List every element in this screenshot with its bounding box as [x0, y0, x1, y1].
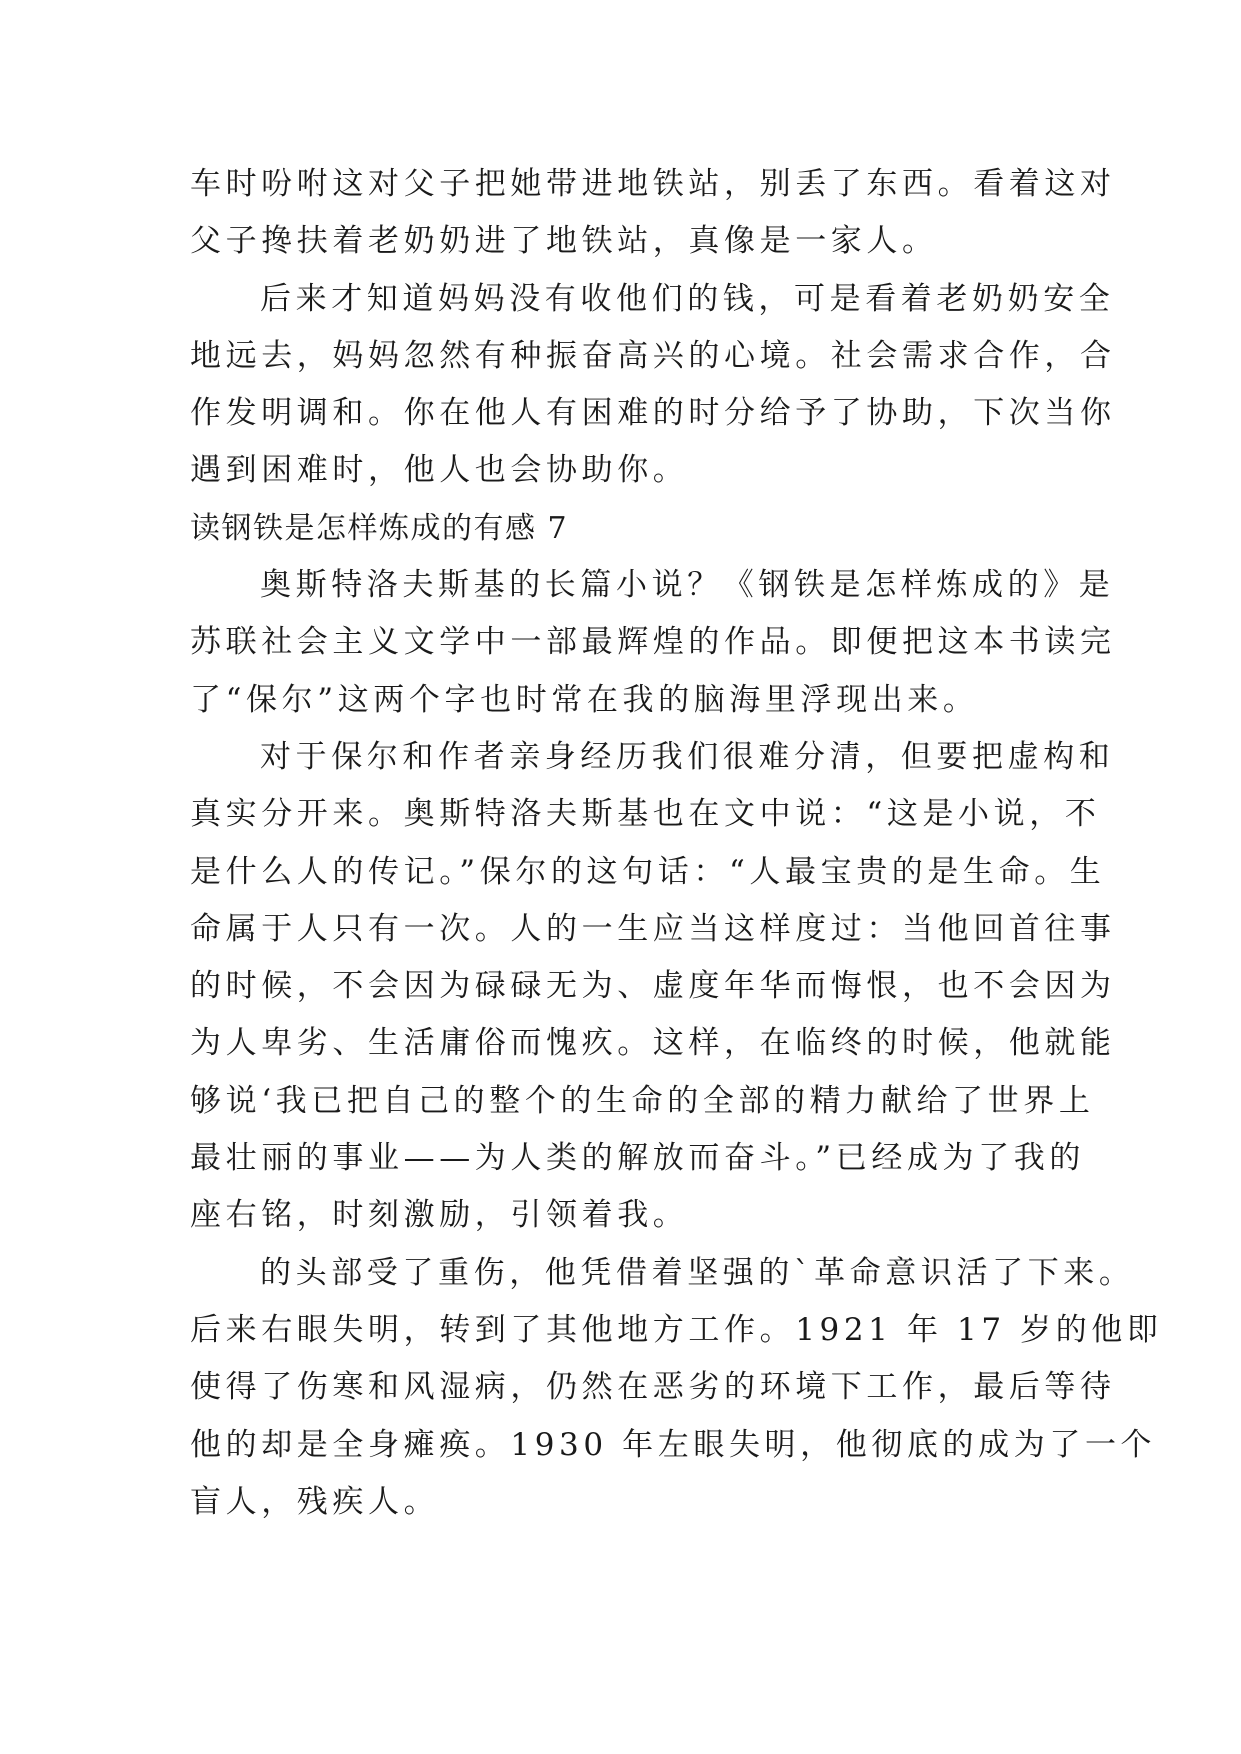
text-line: 地远去，妈妈忽然有种振奋高兴的心境。社会需求合作，合	[190, 337, 1116, 374]
text-line: 是什么人的传记。”保尔的这句话：“人最宝贵的是生命。生	[190, 853, 1106, 890]
text-line: 盲人，残疾人。	[190, 1483, 440, 1520]
text-line: 车时吩咐这对父子把她带进地铁站，别丢了东西。看着这对	[190, 166, 1116, 202]
text-line: 真实分开来。奥斯特洛夫斯基也在文中说：“这是小说，不	[190, 796, 1101, 833]
document-body	[190, 156, 1163, 1531]
text-line: 座右铭，时刻激励，引领着我。	[190, 1197, 689, 1234]
text-line: 为人卑劣、生活庸俗而愧疚。这样，在临终的时候，他就能	[190, 1025, 1116, 1062]
text-line: 的头部受了重伤，他凭借着坚强的`革命意识活了下来。	[260, 1254, 1135, 1291]
section-heading: 读钢铁是怎样炼成的有感 7	[190, 510, 569, 546]
text-line: 父子搀扶着老奶奶进了地铁站，真像是一家人。	[190, 223, 938, 260]
text-line: 对于保尔和作者亲身经历我们很难分清，但要把虚构和	[260, 738, 1115, 775]
text-line: 后来右眼失明，转到了其他地方工作。1921 年 17 岁的他即	[190, 1311, 1163, 1348]
text-line: 的时候，不会因为碌碌无为、虚度年华而悔恨，也不会因为	[190, 968, 1116, 1005]
text-line: 苏联社会主义文学中一部最辉煌的作品。即便把这本书读完	[190, 624, 1116, 661]
text-line: 后来才知道妈妈没有收他们的钱，可是看着老奶奶安全	[260, 280, 1115, 317]
text-line: 奥斯特洛夫斯基的长篇小说？《钢铁是怎样炼成的》是	[260, 567, 1115, 604]
text-line: 命属于人只有一次。人的一生应当这样度过：当他回首往事	[190, 910, 1116, 947]
text-line: 最壮丽的事业——为人类的解放而奋斗。”已经成为了我的	[190, 1140, 1085, 1177]
text-line: 了“保尔”这两个字也时常在我的脑海里浮现出来。	[190, 681, 979, 718]
text-line: 作发明调和。你在他人有困难的时分给予了协助，下次当你	[190, 395, 1116, 432]
text-line: 使得了伤寒和风湿病，仍然在恶劣的环境下工作，最后等待	[190, 1369, 1116, 1406]
text-line: 他的却是全身瘫痪。1930 年左眼失明，他彻底的成为了一个	[190, 1426, 1157, 1463]
text-line: 遇到困难时，他人也会协助你。	[190, 452, 689, 489]
text-line: 够说‘我已把自己的整个的生命的全部的精力献给了世界上	[190, 1082, 1095, 1119]
